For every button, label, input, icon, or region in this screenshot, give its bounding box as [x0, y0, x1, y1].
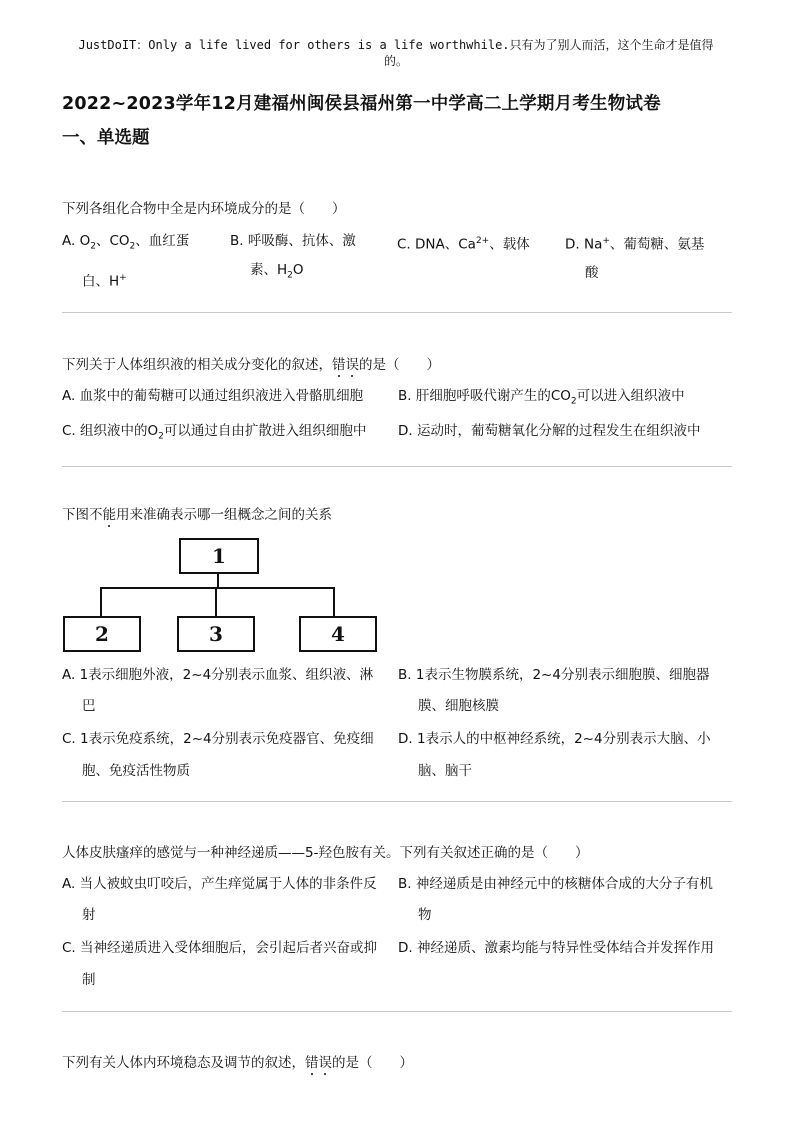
question-4 [62, 843, 734, 863]
question-5 [62, 1053, 734, 1073]
divider [62, 1011, 732, 1012]
motto-header [0, 37, 792, 69]
option-label: A. [62, 233, 76, 249]
divider [62, 801, 732, 802]
diagram-box-2: 2 [63, 616, 141, 652]
question-2-option-d[interactable]: D. 运动时，葡萄糖氧化分解的过程发生在组织液中 [398, 423, 701, 439]
option-label: B. [230, 233, 244, 249]
option-label: A. [62, 876, 76, 892]
question-2-option-c[interactable]: C. 组织液中的$O_2$可以通过自由扩散进入组织细胞中 [62, 423, 367, 442]
question-1-option-d-cont: 酸 [585, 265, 599, 281]
section-heading: 一、单选题 [62, 128, 150, 148]
question-1-option-b[interactable]: B. 呼吸酶、抗体、激 [230, 233, 356, 249]
question-4-option-a-cont: 射 [82, 907, 96, 923]
diagram-connector [333, 587, 335, 616]
question-4-option-b-cont: 物 [418, 907, 432, 923]
question-4-option-d[interactable]: D. 神经递质、激素均能与特异性受体结合并发挥作用 [398, 940, 714, 956]
diagram-connector [100, 587, 102, 616]
diagram-box-3: 3 [177, 616, 255, 652]
motto-line-2: 的。 [383, 54, 408, 68]
question-3 [62, 505, 734, 525]
question-5-stem: 下列有关人体内环境稳态及调节的叙述，错误的是（ ） [62, 1055, 413, 1071]
option-label: A. [62, 667, 76, 683]
question-3-option-d[interactable]: D. 1表示人的中枢神经系统，2~4分别表示大脑、小 [398, 731, 711, 747]
question-1-option-b-cont: 素、$H_2O$ [250, 262, 304, 281]
question-1-option-a[interactable]: A. $O_2$、$CO_2$、血红蛋 [62, 233, 190, 252]
option-label: B. [398, 388, 412, 404]
option-label: B. [398, 667, 412, 683]
option-label: D. [398, 731, 413, 747]
diagram-box-1: 1 [179, 538, 259, 574]
question-3-option-a-cont: 巴 [82, 698, 96, 714]
question-3-option-a[interactable]: A. 1表示细胞外液，2~4分别表示血浆、组织液、淋 [62, 667, 374, 683]
question-2-stem: 下列关于人体组织液的相关成分变化的叙述，错误的是（ ） [62, 357, 440, 373]
question-3-stem: 下图不能用来准确表示哪一组概念之间的关系 [62, 507, 332, 523]
option-label: B. [398, 876, 412, 892]
question-3-option-c[interactable]: C. 1表示免疫系统，2~4分别表示免疫器官、免疫细 [62, 731, 374, 747]
option-label: A. [62, 388, 76, 404]
question-4-stem: 人体皮肤瘙痒的感觉与一种神经递质——5-羟色胺有关。下列有关叙述正确的是（ ） [62, 845, 589, 861]
diagram-connector [100, 587, 335, 589]
option-label: C. [62, 940, 76, 956]
diagram-connector [217, 572, 219, 588]
option-label: D. [398, 423, 413, 439]
diagram-box-4: 4 [299, 616, 377, 652]
concept-hierarchy-diagram [63, 538, 379, 652]
option-label: C. [62, 423, 76, 439]
question-2-option-a[interactable]: A. 血浆中的葡萄糖可以通过组织液进入骨骼肌细胞 [62, 388, 364, 404]
option-label: C. [62, 731, 76, 747]
page-title: 2022~2023学年12月建福州闽侯县福州第一中学高二上学期月考生物试卷 [62, 94, 661, 114]
question-1-option-d[interactable]: D. Na+、葡萄糖、氨基 [565, 236, 705, 253]
option-label: C. [397, 236, 411, 253]
motto-line-1: JustDoIT：Only a life lived for others is a life worthwhile.只有为了别人而活，这个生命才是值得 [78, 38, 714, 52]
question-3-option-b[interactable]: B. 1表示生物膜系统，2~4分别表示细胞膜、细胞器 [398, 667, 710, 683]
question-1-stem: 下列各组化合物中全是内环境成分的是（ ） [62, 201, 346, 217]
question-2-option-b[interactable]: B. 肝细胞呼吸代谢产生的$CO_2$可以进入组织液中 [398, 388, 685, 407]
question-4-option-c[interactable]: C. 当神经递质进入受体细胞后，会引起后者兴奋或抑 [62, 940, 378, 956]
question-3-option-b-cont: 膜、细胞核膜 [418, 698, 499, 714]
diagram-connector [215, 587, 217, 616]
question-4-option-a[interactable]: A. 当人被蚊虫叮咬后，产生痒觉属于人体的非条件反 [62, 876, 377, 892]
divider [62, 466, 732, 467]
question-4-option-c-cont: 制 [82, 972, 96, 988]
question-1-option-a-cont: 白、H+ [82, 273, 127, 290]
question-2 [62, 355, 734, 375]
option-label: D. [398, 940, 413, 956]
option-label: D. [565, 236, 580, 253]
question-1 [62, 199, 734, 219]
question-1-option-c[interactable]: C. DNA、$Ca^{2+}$、载体 [397, 236, 530, 253]
divider [62, 312, 732, 313]
question-3-option-d-cont: 脑、脑干 [418, 763, 472, 779]
question-3-option-c-cont: 胞、免疫活性物质 [82, 763, 190, 779]
question-4-option-b[interactable]: B. 神经递质是由神经元中的核糖体合成的大分子有机 [398, 876, 713, 892]
